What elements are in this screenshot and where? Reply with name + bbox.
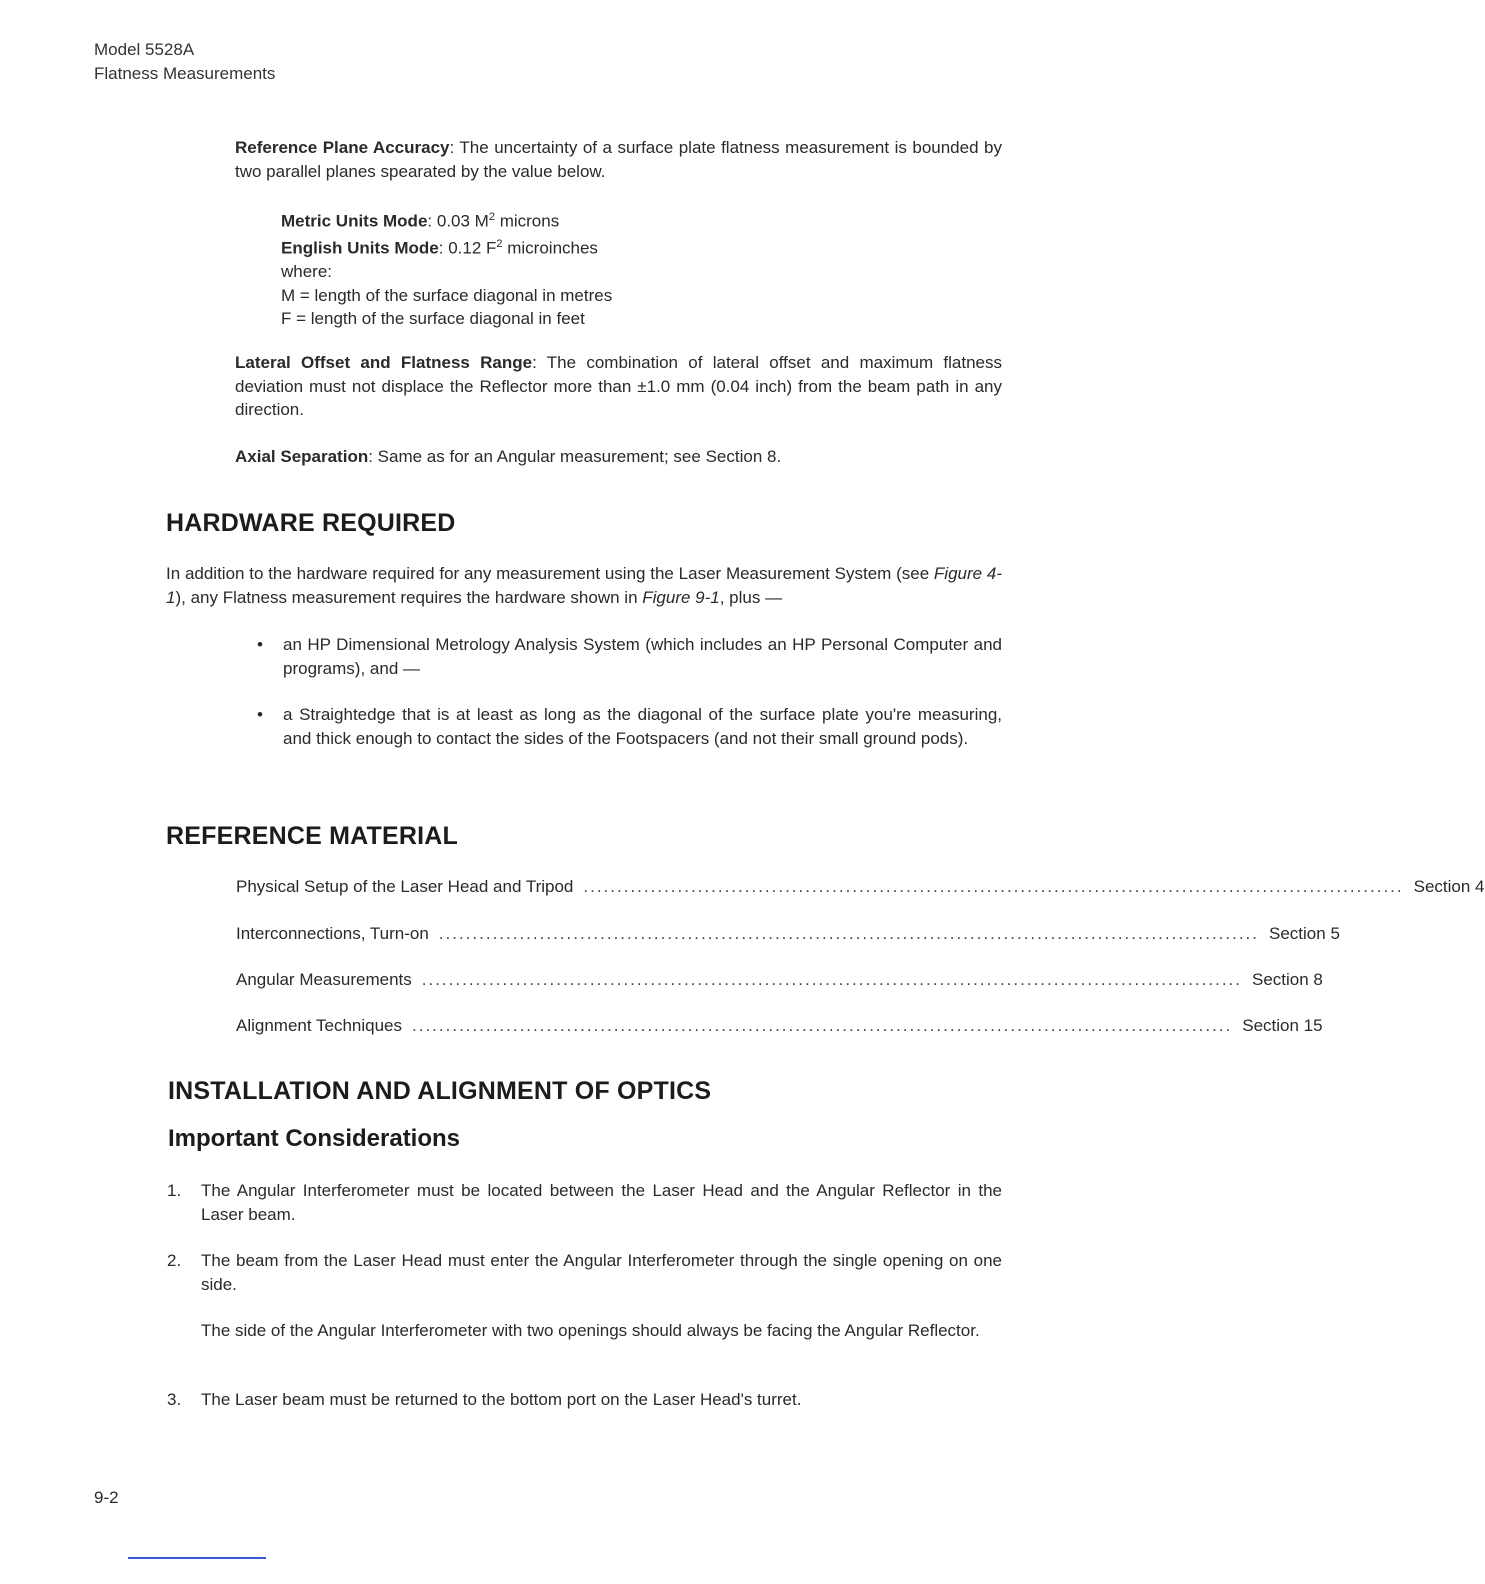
toc-leader: ..........................................................................................................................: [438, 924, 1260, 943]
toc-row: [236, 1014, 1323, 1038]
toc-row: [236, 875, 1485, 899]
toc-title: Physical Setup of the Laser Head and Tripod: [236, 877, 574, 896]
hardware-intro-text-b: ), any Flatness measurement requires the hardware shown in: [175, 587, 643, 607]
english-unit: microinches: [502, 238, 598, 258]
lateral-offset-text: The combination of lateral offset and maximum flatness deviation must not displace the Reflector more than ±1.0 mm (0.04 inch) from the beam path in any direction.: [235, 353, 1002, 419]
installation-heading: INSTALLATION AND ALIGNMENT OF OPTICS: [168, 1077, 712, 1105]
figure-ref-9-1: Figure 9-1: [642, 587, 720, 607]
metric-units-label: Metric Units Mode: [281, 211, 428, 231]
model-name: Model 5528A: [94, 40, 195, 59]
bullet-icon: •: [257, 635, 263, 654]
axial-separation-text: Same as for an Angular measurement; see Section 8.: [377, 447, 782, 466]
where-label: where:: [281, 262, 333, 282]
toc-leader: ..........................................................................................................................: [421, 970, 1242, 989]
lateral-offset-paragraph: Lateral Offset and Flatness Range: The combination of lateral offset and maximum flatness deviation must not displace the Reflector more than ±1.0 mm (0.04 inch) from the beam path in any direction.: [235, 353, 1002, 419]
figure-ref-4-1: Figure 4-1: [166, 564, 1002, 607]
page-number: 9-2: [94, 1488, 119, 1507]
m-definition: M = length of the surface diagonal in metres: [281, 285, 613, 305]
toc-section: Section 15: [1242, 1016, 1323, 1035]
list-item: [257, 633, 1002, 680]
item-text: The Angular Interferometer must be located between the Laser Head and the Angular Reflector in the Laser beam.: [201, 1181, 1002, 1224]
english-units-label: English Units Mode: [281, 238, 439, 258]
toc-title: Interconnections, Turn-on: [236, 924, 429, 943]
axial-separation-paragraph: Axial Separation: Same as for an Angular measurement; see Section 8.: [235, 447, 782, 466]
reference-plane-text: The uncertainty of a surface plate flatness measurement is bounded by two parallel planes spearated by the value below.: [235, 138, 1002, 181]
f-definition: F = length of the surface diagonal in feet: [281, 309, 585, 329]
note-paragraph: The side of the Angular Interferometer with two openings should always be facing the Angular Reflector.: [201, 1321, 980, 1340]
item-text: The Laser beam must be returned to the bottom port on the Laser Head's turret.: [201, 1390, 802, 1409]
toc-section: Section 5: [1269, 924, 1340, 943]
toc-section: Section 4: [1413, 877, 1485, 896]
bullet-icon: •: [257, 705, 263, 724]
hardware-intro-text-a: In addition to the hardware required for any measurement using the Laser Measurement System (see: [166, 564, 934, 583]
list-item: [167, 1179, 1002, 1226]
bullet-text: a Straightedge that is at least as long as the diagonal of the surface plate you're measuring, and thick enough to contact the sides of the Footspacers (and not their small ground pods).: [283, 705, 1002, 748]
item-number: 1.: [167, 1181, 182, 1200]
reference-plane-paragraph: Reference Plane Accuracy: The uncertainty of a surface plate flatness measurement is bounded by two parallel planes spearated by the value below.: [235, 138, 1002, 181]
bullet-text: an HP Dimensional Metrology Analysis System (which includes an HP Personal Computer and programs), and —: [283, 635, 1002, 678]
running-header: [94, 38, 275, 86]
metric-superscript: 2: [488, 211, 495, 223]
reference-material-heading: REFERENCE MATERIAL: [166, 822, 459, 850]
item-number: 2.: [167, 1251, 182, 1270]
axial-separation-label: Axial Separation: [235, 447, 369, 466]
lateral-offset-label: Lateral Offset and Flatness Range: [235, 353, 533, 372]
english-superscript: 2: [496, 238, 503, 251]
english-value: 0.12 F: [448, 238, 497, 258]
hardware-intro: [166, 562, 1002, 609]
units-block: [281, 206, 981, 331]
toc-leader: ..........................................................................................................................: [412, 1016, 1233, 1035]
list-item: [257, 703, 1002, 750]
metric-value: 0.03 M: [436, 211, 489, 231]
english-units-line: English Units Mode: 0.12 $F^2$ microinches: [281, 238, 598, 258]
metric-units-line: Metric Units Mode: 0.03 $M^2$ microns: [281, 211, 560, 231]
reference-plane-label: Reference Plane Accuracy: [235, 138, 450, 157]
hardware-intro-text-c: , plus —: [719, 587, 783, 607]
toc-section: Section 8: [1252, 970, 1323, 989]
metric-unit: microns: [494, 211, 560, 231]
toc-title: Alignment Techniques: [236, 1016, 403, 1035]
footer-rule: [128, 1557, 266, 1559]
list-item: [167, 1388, 1002, 1412]
toc-row: [236, 922, 1340, 946]
hardware-heading: HARDWARE REQUIRED: [166, 509, 456, 537]
item-text: The beam from the Laser Head must enter the Angular Interferometer through the single opening on one side.: [201, 1251, 1002, 1294]
toc-row: [236, 968, 1323, 992]
toc-leader: ..........................................................................................................................: [583, 877, 1404, 896]
list-item: [167, 1249, 1002, 1296]
important-considerations-heading: Important Considerations: [168, 1125, 461, 1152]
section-title: Flatness Measurements: [94, 64, 276, 83]
item-number: 3.: [167, 1390, 182, 1409]
toc-title: Angular Measurements: [236, 970, 412, 989]
